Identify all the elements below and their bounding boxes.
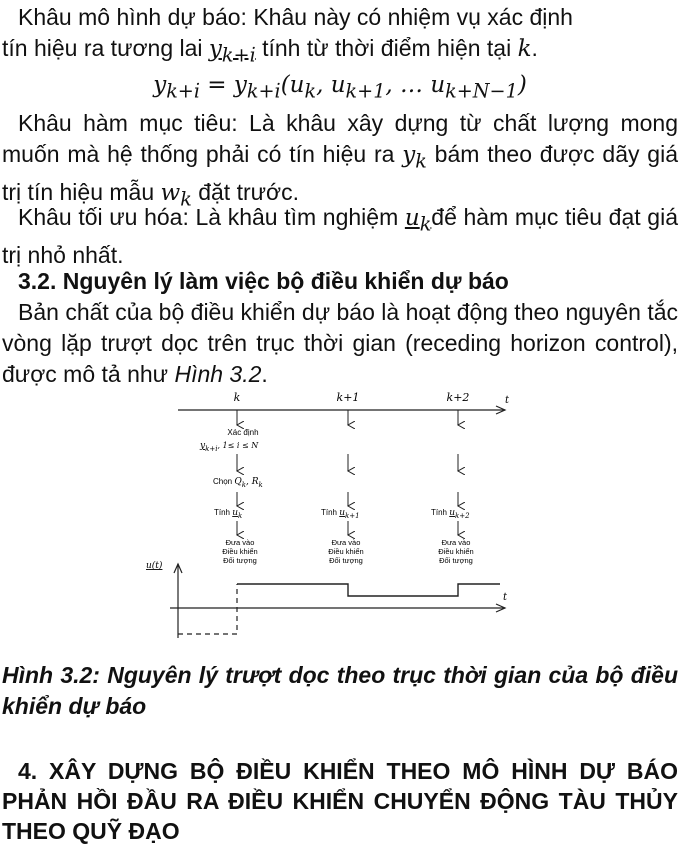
figure-caption: Hình 3.2: Nguyên lý trượt dọc theo trục thời gian của bộ điều khiển dự báo — [2, 662, 678, 719]
step-apply-k-line3: Đối tượng — [223, 556, 257, 565]
time-label-k-plus-2: k+2 — [446, 391, 470, 404]
step-apply-k-line1: Đưa vào — [225, 538, 255, 547]
receding-horizon-figure — [0, 388, 680, 650]
paragraph-principle: Bản chất của bộ điều khiển dự báo là hoạt động theo nguyên tắc vòng lặp trượt dọc trên trục thời gian (receding horizon control), được mô tả như Hình 3.2. — [2, 299, 678, 387]
time-axis-label-top: t — [505, 395, 510, 406]
step-apply-k-plus-1-line1: Đưa vào — [331, 538, 361, 547]
paragraph-model-line1: Khâu mô hình dự báo: Khâu này có nhiệm vụ xác định — [18, 4, 573, 30]
past-control-dashed — [178, 584, 237, 634]
step-apply-k-plus-2-line1: Đưa vào — [441, 538, 471, 547]
step-choose: Chọn Qk, Rk — [213, 477, 263, 489]
paragraph-optimization: Khâu tối ưu hóa: Là khâu tìm nghiệm $u_kđể$ hàm mục tiêu đạt giá trị nhỏ nhất. — [2, 204, 678, 268]
step-apply-k-plus-2-line2: Điều khiển — [438, 547, 474, 556]
step-determine: Xác định — [227, 428, 259, 437]
time-label-k: k — [233, 391, 241, 404]
section-heading-4: 4. XÂY DỰNG BỘ ĐIỀU KHIỂN THEO MÔ HÌNH DỰ BÁO PHẢN HỒI ĐẦU RA ĐIỀU KHIỂN CHUYỂN ĐỘNG TÀU THỦY THEO QUỸ ĐẠO — [2, 758, 678, 844]
paragraph-model-line2: tín hiệu ra tương lai $y_{k+i}$ tính từ thời điểm hiện tại k. — [2, 35, 538, 67]
step-apply-k-plus-1-line2: Điều khiển — [328, 547, 364, 556]
time-label-k-plus-1: k+1 — [336, 391, 360, 404]
paragraph-objective: Khâu hàm mục tiêu: Là khâu xây dựng từ chất lượng mong muốn mà hệ thống phải có tín hiệu ra $y_k$ bám theo được dãy giá trị tín hiệu mẫu $w_k$ đặt trước. — [2, 110, 678, 211]
signal-axis-label: u(t) — [146, 561, 163, 571]
section-heading-3-2: 3.2. Nguyên lý làm việc bộ điều khiển dự báo — [18, 268, 509, 294]
step-apply-k-plus-2-line3: Đối tượng — [439, 556, 473, 565]
prediction-equation: $y_{k+i} = y_{k+i}(u_k$, $u_{k+1}$, … $u_{k+N-1}$) — [153, 72, 527, 103]
step-apply-k-line2: Điều khiển — [222, 547, 258, 556]
step-compute-k-plus-1: Tính uk+1 — [321, 508, 360, 520]
step-determine-var: $y_{k+i}$, 1≤ i ≤ N — [200, 441, 259, 453]
time-axis-label-bottom: t — [503, 592, 508, 603]
future-output-var: $y_{k+i}$ — [208, 36, 256, 67]
step-compute-k-plus-2: Tính uk+2 — [431, 508, 470, 520]
step-apply-k-plus-1-line3: Đối tượng — [329, 556, 363, 565]
applied-control-signal — [237, 584, 500, 596]
step-compute-k: Tính uk — [214, 508, 243, 520]
